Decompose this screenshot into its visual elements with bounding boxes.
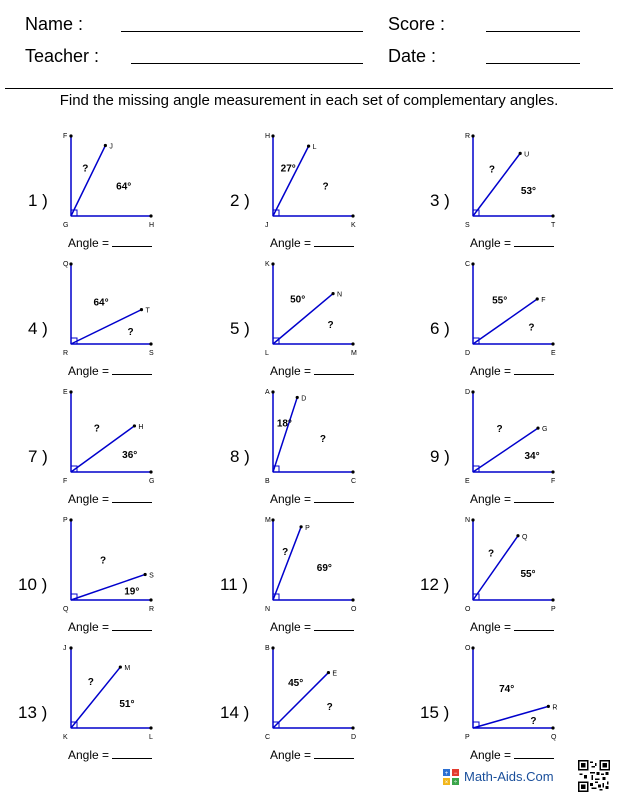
answer-label: Angle =: [470, 748, 512, 762]
answer-blank[interactable]: [514, 491, 554, 503]
given-angle-label: 74°: [499, 684, 515, 696]
unknown-angle-label: ?: [488, 164, 495, 176]
point-label: Q: [63, 606, 69, 613]
point-label: Q: [551, 734, 557, 741]
answer-label: Angle =: [270, 492, 312, 506]
point-dot: [69, 390, 72, 393]
problem-number: 10 ): [18, 575, 48, 594]
given-angle-label: 64°: [116, 181, 132, 193]
middle-ray: [273, 146, 309, 216]
point-label: O: [465, 645, 471, 652]
problem-number: 7 ): [28, 447, 48, 466]
point-dot: [551, 470, 554, 473]
problem-9: [420, 388, 610, 516]
middle-ray: [71, 426, 134, 472]
point-dot: [271, 262, 274, 265]
point-label: B: [265, 645, 270, 652]
answer-label: Angle =: [68, 364, 110, 378]
middle-ray: [273, 397, 297, 472]
answer-row: [270, 619, 354, 634]
point-dot: [149, 214, 152, 217]
point-label: D: [301, 395, 307, 403]
middle-ray: [71, 146, 105, 216]
given-angle-label: 34°: [524, 451, 540, 463]
point-label: E: [551, 350, 556, 357]
point-label: O: [465, 606, 471, 613]
angle-diagram: [420, 644, 570, 744]
answer-blank[interactable]: [314, 363, 354, 375]
point-label: K: [63, 734, 68, 741]
given-angle-label: 18°: [276, 418, 292, 430]
answer-row: [470, 363, 554, 378]
angle-diagram: [18, 644, 168, 744]
unknown-angle-label: ?: [327, 320, 334, 332]
answer-blank[interactable]: [112, 491, 152, 503]
answer-row: [68, 747, 152, 762]
answer-label: Angle =: [470, 620, 512, 634]
point-dot: [536, 297, 539, 300]
problem-number: 11 ): [220, 575, 249, 594]
teacher-field[interactable]: [131, 63, 363, 64]
answer-blank[interactable]: [314, 747, 354, 759]
problem-number: 12 ): [420, 575, 450, 594]
answer-label: Angle =: [68, 620, 110, 634]
given-angle-label: 55°: [520, 569, 536, 581]
point-label: D: [351, 734, 357, 741]
problem-8: [220, 388, 410, 516]
problem-15: [420, 644, 610, 772]
middle-ray: [473, 706, 548, 728]
point-label: N: [465, 517, 471, 524]
point-dot: [471, 134, 474, 137]
problem-3: [420, 132, 610, 260]
angle-diagram: [18, 260, 168, 360]
point-dot: [327, 671, 330, 674]
point-dot: [271, 390, 274, 393]
answer-blank[interactable]: [112, 363, 152, 375]
point-dot: [516, 534, 519, 537]
middle-ray: [473, 153, 520, 216]
point-label: U: [524, 151, 530, 159]
point-label: R: [149, 606, 155, 613]
point-dot: [351, 214, 354, 217]
point-label: J: [63, 645, 67, 652]
point-dot: [547, 705, 550, 708]
point-label: R: [552, 704, 558, 712]
point-label: E: [332, 670, 338, 678]
problem-4: [18, 260, 208, 388]
unknown-angle-label: ?: [100, 555, 107, 567]
point-label: F: [63, 478, 68, 485]
answer-label: Angle =: [270, 620, 312, 634]
problem-1: [18, 132, 208, 260]
problem-5: [220, 260, 410, 388]
point-label: J: [265, 222, 269, 229]
svg-text:+: +: [444, 771, 449, 777]
point-dot: [149, 726, 152, 729]
given-angle-label: 27°: [280, 163, 296, 175]
svg-text:−: −: [453, 771, 458, 777]
point-label: R: [465, 133, 471, 140]
point-label: P: [465, 734, 470, 741]
answer-blank[interactable]: [112, 235, 152, 247]
point-label: C: [265, 734, 271, 741]
point-label: P: [551, 606, 556, 613]
point-label: C: [465, 261, 471, 268]
point-dot: [471, 518, 474, 521]
answer-label: Angle =: [68, 492, 110, 506]
teacher-label: Teacher :: [25, 46, 100, 66]
point-label: N: [265, 606, 271, 613]
score-label: Score :: [388, 14, 446, 34]
angle-diagram: [220, 132, 370, 232]
angle-diagram: [18, 516, 168, 616]
point-dot: [149, 598, 152, 601]
point-dot: [69, 134, 72, 137]
problem-number: 1 ): [28, 191, 48, 210]
point-label: F: [551, 478, 556, 485]
answer-label: Angle =: [470, 236, 512, 250]
header-divider: [5, 88, 613, 89]
point-label: H: [138, 423, 144, 431]
point-dot: [69, 646, 72, 649]
answer-blank[interactable]: [514, 619, 554, 631]
point-label: L: [265, 350, 269, 357]
unknown-angle-label: ?: [127, 326, 134, 338]
point-label: R: [63, 350, 69, 357]
point-dot: [271, 518, 274, 521]
point-dot: [351, 470, 354, 473]
problem-2: [220, 132, 410, 260]
middle-ray: [473, 536, 518, 600]
name-field[interactable]: [121, 31, 363, 32]
unknown-angle-label: ?: [282, 546, 289, 558]
point-label: A: [265, 389, 270, 396]
point-dot: [351, 726, 354, 729]
given-angle-label: 50°: [290, 294, 306, 306]
point-dot: [104, 144, 107, 147]
unknown-angle-label: ?: [87, 676, 94, 688]
point-dot: [140, 308, 143, 311]
answer-blank[interactable]: [314, 235, 354, 247]
point-dot: [471, 646, 474, 649]
answer-blank[interactable]: [112, 747, 152, 759]
angle-diagram: [220, 388, 370, 488]
point-label: O: [351, 606, 357, 613]
problem-number: 9 ): [430, 447, 450, 466]
point-label: G: [541, 426, 548, 434]
point-label: H: [265, 133, 271, 140]
point-label: H: [149, 222, 155, 229]
point-label: C: [351, 478, 357, 485]
answer-label: Angle =: [270, 364, 312, 378]
problem-10: [18, 516, 208, 644]
answer-row: [470, 619, 554, 634]
middle-ray: [273, 527, 301, 600]
point-dot: [271, 646, 274, 649]
unknown-angle-label: ?: [322, 181, 329, 193]
point-dot: [149, 470, 152, 473]
score-field[interactable]: [486, 31, 580, 32]
point-dot: [307, 145, 310, 148]
problem-14: [220, 644, 410, 772]
point-dot: [351, 598, 354, 601]
point-label: D: [465, 350, 471, 357]
answer-row: [270, 747, 354, 762]
unknown-angle-label: ?: [319, 433, 327, 445]
point-dot: [69, 262, 72, 265]
answer-label: Angle =: [470, 492, 512, 506]
point-label: E: [465, 478, 470, 485]
angle-diagram: [420, 388, 570, 488]
point-label: S: [465, 222, 470, 229]
point-label: T: [145, 307, 150, 315]
given-angle-label: 53°: [520, 186, 537, 198]
answer-blank[interactable]: [314, 619, 354, 631]
angle-diagram: [420, 132, 570, 232]
problem-number: 13 ): [18, 703, 48, 722]
point-label: P: [305, 524, 310, 532]
problem-number: 4 ): [28, 319, 48, 338]
date-field[interactable]: [486, 63, 580, 64]
problem-number: 14 ): [220, 703, 250, 722]
point-dot: [144, 573, 147, 576]
answer-blank[interactable]: [112, 619, 152, 631]
angle-diagram: [18, 388, 168, 488]
point-label: P: [63, 517, 68, 524]
point-dot: [551, 342, 554, 345]
point-label: S: [149, 572, 154, 580]
point-label: E: [63, 389, 68, 396]
problem-number: 2 ): [230, 191, 250, 210]
unknown-angle-label: ?: [82, 163, 89, 175]
name-label: Name :: [25, 14, 84, 34]
point-label: Q: [63, 261, 69, 268]
unknown-angle-label: ?: [528, 322, 535, 334]
point-label: G: [63, 222, 69, 229]
problem-number: 3 ): [430, 191, 450, 210]
given-angle-label: 19°: [124, 586, 140, 598]
unknown-angle-label: ?: [496, 423, 503, 435]
angle-diagram: [220, 644, 370, 744]
middle-ray: [71, 667, 120, 728]
point-dot: [471, 262, 474, 265]
answer-row: [68, 619, 152, 634]
point-dot: [351, 342, 354, 345]
answer-row: [470, 235, 554, 250]
answer-blank[interactable]: [514, 235, 554, 247]
problem-13: [18, 644, 208, 772]
answer-blank[interactable]: [314, 491, 354, 503]
given-angle-label: 45°: [288, 677, 304, 689]
problem-number: 5 ): [230, 319, 250, 338]
answer-label: Angle =: [270, 748, 312, 762]
given-angle-label: 55°: [492, 295, 508, 307]
angle-diagram: [220, 260, 370, 360]
point-label: F: [541, 297, 546, 305]
point-dot: [551, 726, 554, 729]
svg-text:×: ×: [444, 780, 449, 785]
point-dot: [551, 598, 554, 601]
unknown-angle-label: ?: [93, 423, 100, 435]
answer-label: Angle =: [470, 364, 512, 378]
given-angle-label: 69°: [316, 563, 332, 575]
point-label: L: [312, 144, 317, 152]
date-label: Date :: [388, 46, 437, 66]
angle-diagram: [18, 132, 168, 232]
point-dot: [471, 390, 474, 393]
unknown-angle-label: ?: [488, 548, 495, 560]
point-dot: [299, 525, 302, 528]
instructions: Find the missing angle measurement in each set of complementary angles.: [59, 92, 559, 109]
problem-number: 8 ): [230, 447, 250, 466]
point-dot: [536, 427, 539, 430]
svg-text:÷: ÷: [453, 780, 458, 785]
point-label: N: [337, 291, 343, 299]
point-dot: [149, 342, 152, 345]
point-dot: [331, 292, 334, 295]
angle-diagram: [220, 516, 370, 616]
point-label: S: [149, 350, 154, 357]
given-angle-label: 64°: [93, 297, 109, 309]
answer-label: Angle =: [270, 236, 312, 250]
point-label: L: [149, 734, 153, 741]
point-dot: [551, 214, 554, 217]
site-name[interactable]: Math-Aids.Com: [464, 769, 554, 784]
answer-row: [270, 235, 354, 250]
point-dot: [69, 518, 72, 521]
answer-row: [270, 491, 354, 506]
problem-7: [18, 388, 208, 516]
answer-row: [68, 363, 152, 378]
answer-row: [270, 363, 354, 378]
answer-label: Angle =: [68, 236, 110, 250]
point-label: T: [551, 222, 556, 229]
answer-label: Angle =: [68, 748, 110, 762]
point-label: K: [351, 222, 356, 229]
angle-diagram: [420, 516, 570, 616]
answer-blank[interactable]: [514, 363, 554, 375]
answer-row: [68, 491, 152, 506]
point-label: K: [265, 261, 270, 268]
problem-6: [420, 260, 610, 388]
problem-12: [420, 516, 610, 644]
point-dot: [271, 134, 274, 137]
point-label: D: [465, 389, 471, 396]
point-label: M: [124, 665, 131, 673]
point-label: B: [265, 478, 270, 485]
given-angle-label: 51°: [119, 699, 135, 711]
point-dot: [133, 424, 136, 427]
problem-11: [220, 516, 410, 644]
answer-row: [68, 235, 152, 250]
math-aids-logo-icon: [443, 769, 459, 785]
unknown-angle-label: ?: [326, 701, 333, 713]
problem-number: 15 ): [420, 703, 450, 722]
point-label: J: [109, 143, 113, 151]
answer-row: [470, 491, 554, 506]
point-label: F: [63, 133, 68, 140]
qr-code-icon: [578, 760, 610, 792]
point-label: Q: [521, 533, 528, 541]
unknown-angle-label: ?: [530, 715, 537, 727]
point-label: G: [149, 478, 155, 485]
point-label: M: [351, 350, 357, 357]
point-dot: [296, 396, 299, 399]
given-angle-label: 36°: [122, 450, 138, 462]
angle-diagram: [420, 260, 570, 360]
point-dot: [519, 152, 522, 155]
answer-row: [470, 747, 554, 762]
answer-blank[interactable]: [514, 747, 554, 759]
point-dot: [119, 665, 122, 668]
point-label: M: [265, 517, 271, 524]
problem-number: 6 ): [430, 319, 450, 338]
